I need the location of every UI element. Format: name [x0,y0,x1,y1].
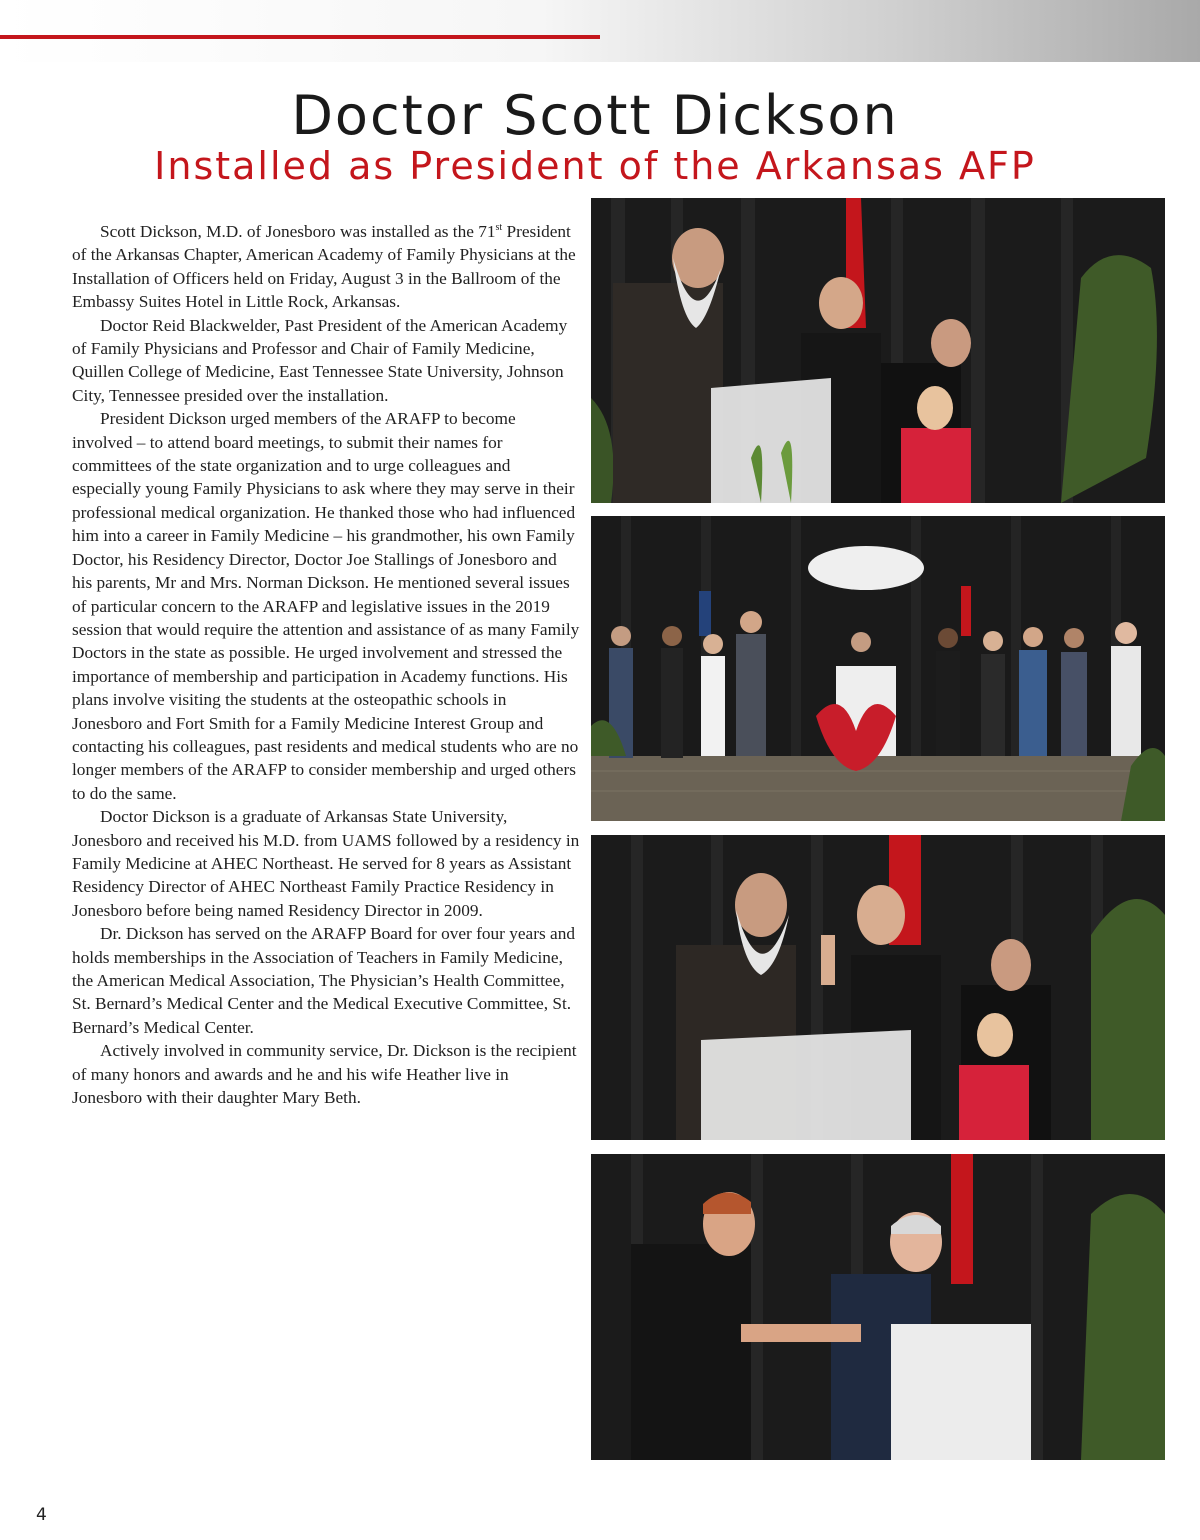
ordinal-suffix: st [495,222,503,234]
photo-illustration [591,198,1165,503]
article-paragraph: Doctor Dickson is a graduate of Arkansas State University, Jonesboro and received his M.D. from UAMS followed by a residency in Family Medicine at AHEC Northeast. He served for 8 years as Assistant Residency Director of AHEC Northeast Family Practice Residency in Jonesboro before being named Residency Director in 2009. [72,807,580,920]
photo-illustration [591,1154,1165,1460]
article-paragraph: Doctor Reid Blackwelder, Past President of the American Academy of Family Physicians and Professor and Chair of Family Medicine, Quillen College of Medicine, East Tennessee State University, Johnson City, Tennessee presided over the installation. [72,315,568,405]
photo-handshake [591,1154,1165,1460]
header-bar [0,0,1200,62]
photo-officers-on-stage [591,516,1165,821]
article-text: Scott Dickson, M.D. of Jonesboro was installed as the 71 [100,222,496,241]
page-title: Doctor Scott Dickson [291,84,899,147]
photo-installation-speech [591,198,1165,503]
photo-illustration [591,835,1165,1140]
page-subtitle: Installed as President of the Arkansas AFP [154,144,1036,188]
article-body [72,220,580,1109]
article-paragraph: Dr. Dickson has served on the ARAFP Board for over four years and holds memberships in the Association of Teachers in Family Medicine, the American Medical Association, The Physician’s Health Committee, St. Bernard’s Medical Center and the Medical Executive Committee, St. Bernard’s Medical Center. [72,924,575,1037]
header-red-rule [0,35,600,39]
photo-oath-of-office [591,835,1165,1140]
article-paragraph: Actively involved in community service, Dr. Dickson is the recipient of many honors and awards and he and his wife Heather live in Jonesboro with their daughter Mary Beth. [72,1041,577,1108]
article-text: President of the Arkansas Chapter, American Academy of Family Physicians at the Installation of Officers held on Friday, August 3 in the Ballroom of the Embassy Suites Hotel in Little Rock, Arkansas. [72,222,576,312]
page-number: 4 [36,1505,47,1525]
photo-illustration [591,516,1165,821]
article-paragraph: President Dickson urged members of the ARAFP to become involved – to attend board meetings, to submit their names for committees of the state organization and to urge colleagues and especially young Family Physicians to ask where they may serve in their professional medical organization. He thanked those who had influenced him into a career in Family Medicine – his grandmother, his own Family Doctor, his Residency Director, Doctor Joe Stallings of Jonesboro and his parents, Mr and Mrs. Norman Dickson. He mentioned several issues of particular concern to the ARAFP and legislative issues in the 2019 session that would require the attention and assistance of as many Family Doctors in the state as possible. He urged involvement and stressed the importance of membership and participation in Academy functions. His plans involve visiting the students at the osteopathic schools in Jonesboro and Fort Smith for a Family Medicine Interest Group and contacting his colleagues, past residents and medical students who are no longer members of the ARAFP to consider membership and urged others to do the same. [72,409,580,803]
article-paragraph [72,220,580,314]
